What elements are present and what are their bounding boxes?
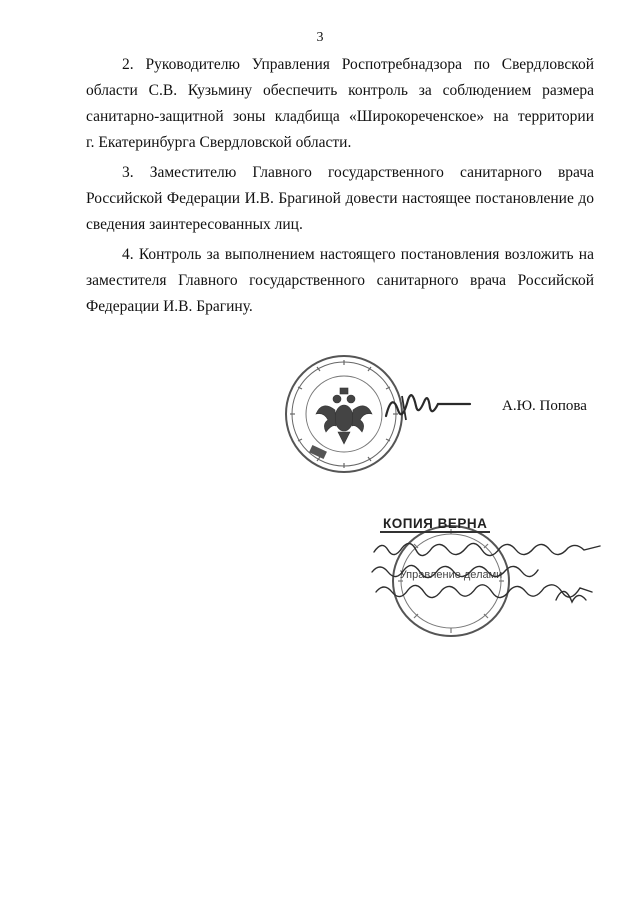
document-body bbox=[86, 52, 594, 324]
paragraph-3 bbox=[86, 160, 594, 238]
text-line: санитарно-защитной зоны кладбища «Широкореченское» на территории bbox=[86, 108, 594, 125]
signer-name: А.Ю. Попова bbox=[502, 398, 587, 414]
page-number: 3 bbox=[316, 30, 324, 45]
seal-text: Управление делами bbox=[399, 569, 503, 581]
paragraph-2 bbox=[86, 52, 594, 156]
text-line: заместителя Главного государственного санитарного врача Российской bbox=[86, 272, 594, 289]
text-line: г. Екатеринбурга Свердловской области. bbox=[86, 134, 352, 151]
text-line: 2. Руководителю Управления Роспотребнадзора по Свердловской bbox=[122, 56, 594, 73]
text-line: 4. Контроль за выполнением настоящего постановления возложить на bbox=[122, 246, 594, 263]
handwritten-certification-note bbox=[368, 530, 608, 610]
copy-certified-stamp: КОПИЯ ВЕРНА bbox=[380, 516, 490, 533]
text-line: Федерации И.В. Брагину. bbox=[86, 298, 253, 315]
text-line: области С.В. Кузьмину обеспечить контроль за соблюдением размера bbox=[86, 82, 594, 99]
text-line: Российской Федерации И.В. Брагиной довести настоящее постановление до bbox=[86, 190, 594, 207]
text-line: сведения заинтересованных лиц. bbox=[86, 216, 303, 233]
text-line: 3. Заместителю Главного государственного санитарного врача bbox=[122, 164, 594, 181]
paragraph-4 bbox=[86, 242, 594, 320]
handwritten-signature bbox=[382, 382, 472, 430]
